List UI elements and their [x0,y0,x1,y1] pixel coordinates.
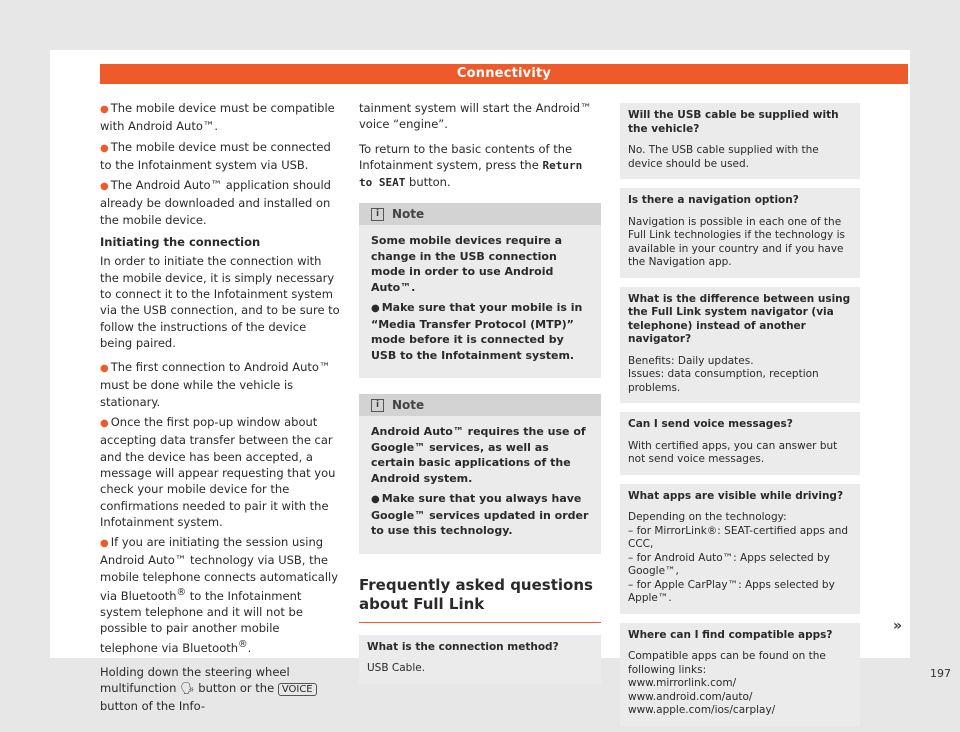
faq-item: What apps are visible while driving? Depending on the technology: – for MirrorLink®: SEAT-certified apps and CCC, – for Android Auto™: Apps selected by Google™, – for Apple CarPlay™: Apps selected by Apple™. [620,481,860,614]
faq-item: What is the difference between using the Full Link system navigator (via telephone) instead of another navigator? Benefits: Daily updates. Issues: data consumption, reception problems. [620,284,860,404]
continue-marker: » [893,618,903,634]
bullet-icon: ● [100,181,109,193]
paragraph: To return to the basic contents of the Infotainment system, press the Return to SEAT button. [359,141,583,190]
list-item: ● If you are initiating the session using Android Auto™ technology via USB, the mobile telephone connects automatically via Bluetooth® to the Infotainment system telephone and it will not be possible to pair another mobile telephone via Bluetooth®. [100,535,339,655]
bullet-icon: ● [100,538,109,550]
info-icon: i [371,399,384,412]
bullet-icon: ● [371,303,380,315]
manual-page [50,50,951,716]
column-middle [359,100,601,690]
bullet-icon: ● [100,363,109,375]
paragraph: Holding down the steering wheel multifunction 🗣 button or the VOICE button of the Info- [100,664,340,715]
list-item: ● The first connection to Android Auto™ must be done while the vehicle is stationary. [100,360,331,409]
faq-item: Can I send voice messages? With certified apps, you can answer but not send voice messages. [620,409,860,475]
page-number: 197 [930,667,951,680]
bullet-icon: ● [100,418,109,430]
faq-item: Is there a navigation option? Navigation is possible in each one of the Full Link technologies if the technology is available in your country and if you have the Navigation app. [620,185,860,278]
list-item: ● The mobile device must be connected to the Infotainment system via USB. [100,139,331,172]
section-header: Connectivity [100,64,908,84]
return-to-seat-label: Return to SEAT [359,158,583,190]
faq-item: Where can I find compatible apps? Compatible apps can be found on the following links: www.mirrorlink.com/ www.android.com/auto/ www.apple.com/ios/carplay/ [620,620,860,726]
paragraph: tainment system will start the Android™ voice “engine”. [359,101,592,132]
voice-control-icon: 🗣 [180,681,195,696]
section-heading: Initiating the connection [100,235,261,250]
bullet-icon: ● [371,494,380,506]
list-item: ● The mobile device must be compatible with Android Auto™. [100,101,335,134]
note-box: i Note Android Auto™ requires the use of Google™ services, as well as certain basic applications of the Android system. ● Make sure that you always have Google™ services updated in order to use this technology. [359,394,601,554]
list-item: ● Once the first pop-up window about accepting data transfer between the car and the device has been accepted, a message will appear requesting that you check your mobile device for the confirmations needed to pair it with the Infotainment system. [100,415,336,529]
paragraph: In order to initiate the connection with the mobile device, it is simply necessary to connect it to the Infotainment system via the USB connection, and to be sure to follow the instructions of the device being paired. [100,254,340,350]
column-right [620,100,860,732]
column-left [100,100,340,723]
list-item: ● The Android Auto™ application should already be downloaded and installed on the mobile device. [100,178,331,227]
faq-item: Will the USB cable be supplied with the vehicle? No. The USB cable supplied with the device should be used. [620,100,860,179]
faq-heading: Frequently asked questions about Full Link [359,576,601,623]
faq-item: What is the connection method? USB Cable. [359,635,601,684]
note-box: i Note Some mobile devices require a change in the USB connection mode in order to use Android Auto™. ● Make sure that your mobile is in “Media Transfer Protocol (MTP)” mode before it is connected by USB to the Infotainment system. [359,203,601,378]
voice-key: VOICE [278,683,317,696]
bullet-icon: ● [100,104,109,115]
note-header: i Note [359,203,601,225]
bullet-icon: ● [100,142,109,154]
info-icon: i [371,208,384,221]
note-header: i Note [359,394,601,416]
